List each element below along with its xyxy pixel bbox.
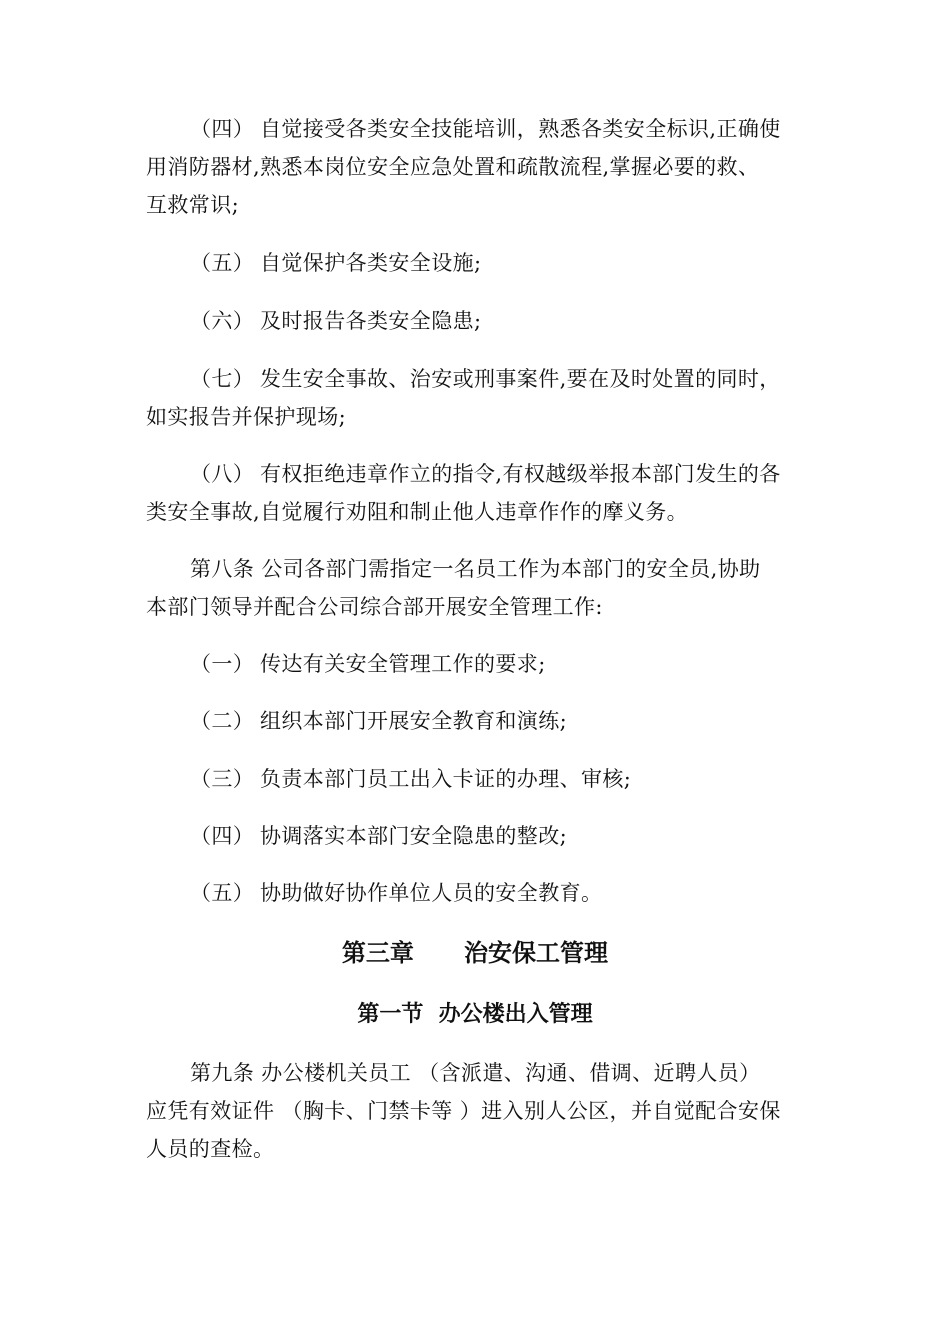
duty-item-4 bbox=[190, 821, 890, 851]
chapter-title: 第三章 治安保工管理 bbox=[341, 938, 609, 967]
article-8: 第八条 公司各部门需指定一名员工作为本部门的安全员,协助 bbox=[190, 557, 761, 581]
clause-text: 有权拒绝违章作立的指令,有权越级举报本部门发生的各 bbox=[260, 462, 781, 486]
duty-text: 组织本部门开展安全教育和演练; bbox=[260, 709, 568, 733]
duty-item-3 bbox=[190, 764, 890, 794]
clause-text: 发生安全事故、治安或刑事案件,要在及时处置的同时， bbox=[260, 367, 781, 391]
clause-label: （七） bbox=[190, 367, 255, 391]
duty-label: （二） bbox=[190, 709, 255, 733]
duty-text: 负责本部门员工出入卡证的办理、审核; bbox=[260, 767, 632, 791]
clause-item-8 bbox=[190, 459, 890, 489]
duty-label: （一） bbox=[190, 652, 255, 676]
duty-text: 协助做好协作单位人员的安全教育。 bbox=[260, 881, 603, 905]
clause-label: （八） bbox=[190, 462, 255, 486]
clause-label: （六） bbox=[190, 309, 255, 333]
clause-continuation: 互救常识; bbox=[146, 193, 240, 217]
clause-text: 自觉接受各类安全技能培训，熟悉各类安全标识,正确使 bbox=[260, 117, 781, 141]
duty-label: （五） bbox=[190, 881, 255, 905]
duty-label: （三） bbox=[190, 767, 255, 791]
duty-item-1 bbox=[190, 649, 890, 679]
duty-text: 协调落实本部门安全隐患的整改; bbox=[260, 824, 568, 848]
clause-continuation: 用消防器材,熟悉本岗位安全应急处置和疏散流程,掌握必要的救、 bbox=[146, 155, 760, 179]
duty-text: 传达有关安全管理工作的要求; bbox=[260, 652, 546, 676]
clause-label: （四） bbox=[190, 117, 255, 141]
clause-text: 及时报告各类安全隐患; bbox=[260, 309, 482, 333]
clause-text: 自觉保护各类安全设施; bbox=[260, 251, 482, 275]
article-8-continuation: 本部门领导并配合公司综合部开展安全管理工作: bbox=[146, 595, 603, 619]
clause-item-7 bbox=[190, 364, 890, 394]
duty-item-2 bbox=[190, 706, 890, 736]
clause-item-4 bbox=[190, 114, 890, 144]
article-9-continuation: 应凭有效证件 （胸卡、门禁卡等 ）进入别人公区，并自觉配合安保 bbox=[146, 1099, 781, 1123]
clause-label: （五） bbox=[190, 251, 255, 275]
article-9-continuation: 人员的查检。 bbox=[146, 1137, 275, 1161]
article-9: 第九条 办公楼机关员工 （含派遣、沟通、借调、近聘人员） bbox=[190, 1061, 761, 1085]
duty-item-5 bbox=[190, 878, 890, 908]
clause-continuation: 如实报告并保护现场; bbox=[146, 405, 347, 429]
clause-item-6 bbox=[190, 306, 890, 336]
clause-item-5 bbox=[190, 248, 890, 278]
clause-continuation: 类安全事故,自觉履行劝阻和制止他人违章作作的摩义务。 bbox=[146, 500, 689, 524]
section-title: 第一节 办公楼出入管理 bbox=[357, 1001, 593, 1027]
duty-label: （四） bbox=[190, 824, 255, 848]
